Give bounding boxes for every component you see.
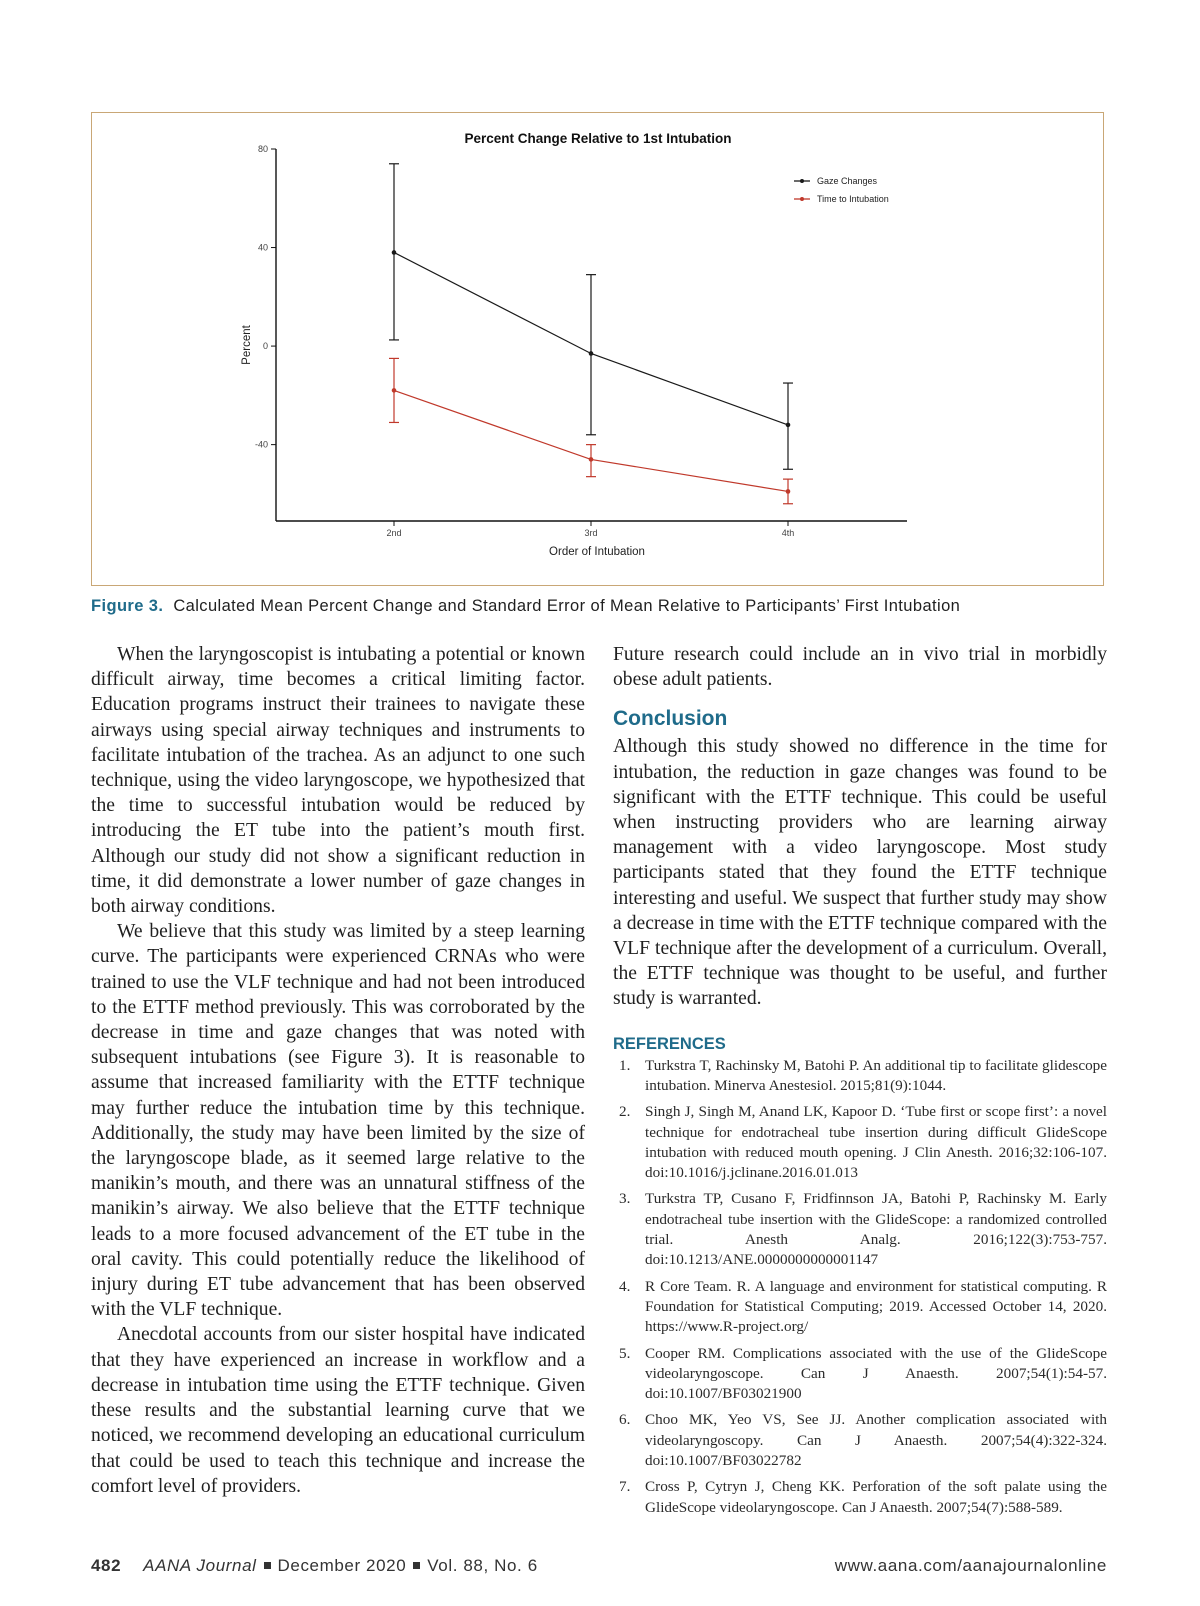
paragraph: When the laryngoscopist is intubating a potential or known difficult airway, time becomes a critical limiting factor. Education programs instruct their trainees to navigate these airways using special airway techniques and instruments to facilitate intubation of the trachea. As an adjunct to one such technique, using the video laryngoscope, we hypothesized that the time to successful intubation would be reduced by introducing the ET tube into the patient’s mouth first. Although our study did not show a significant reduction in time, it did demonstrate a lower number of gaze changes in both airway conditions.: [91, 644, 585, 918]
conclusion-paragraph: Although this study showed no difference in the time for intubation, the reduction in gaze changes was found to be significant with the ETTF technique. This could be useful when instructing providers who are learning airway management with a video laryngoscope. Most study participants stated that they found the ETTF technique interesting and useful. We suspect that further study may show a decrease in time with the ETTF technique compared with the VLF technique after the development of a curriculum. Overall, the ETTF technique was thought to be useful, and further study is warranted.: [613, 736, 1107, 1010]
body-right-column: [613, 642, 1107, 1524]
time-to-intubation-point: [786, 489, 791, 494]
chart-title: Percent Change Relative to 1st Intubation: [464, 131, 732, 146]
conclusion-heading: Conclusion: [613, 707, 728, 731]
volume-info: Vol. 88, No. 6: [427, 1556, 538, 1575]
reference-item: 7. Cross P, Cytryn J, Cheng KK. Perforation of the soft palate using the GlideScope videolaryngoscope. Can J Anaesth. 2007;54(7):588-589.: [619, 1478, 1107, 1516]
paragraph: We believe that this study was limited by a steep learning curve. The participants were experienced CRNAs who were trained to use the VLF technique and had not been introduced to the ETTF method previously. This was corroborated by the decrease in time and gaze changes that was noted with subsequent intubations (see Figure 3). It is reasonable to assume that increased familiarity with the ETTF technique may further reduce the intubation time by this technique. Additionally, the study may have been limited by the size of the laryngoscope blade, as it seemed large relative to the manikin’s mouth, and there was an unnatural stiffness of the manikin’s airway. We also believe that the ETTF technique leads to a more focused advancement of the ET tube in the oral cavity. This could potentially reduce the likelihood of injury during ET tube advancement that has been observed with the VLF technique.: [91, 921, 585, 1321]
gaze-changes-point: [786, 423, 791, 428]
page-footer: [91, 1556, 1107, 1576]
page-number: 482: [91, 1556, 122, 1575]
gaze-changes-legend-label: Gaze Changes: [817, 176, 878, 186]
issue-date: December 2020: [277, 1556, 407, 1575]
paragraph-continuation: Future research could include an in vivo trial in morbidly obese adult patients.: [613, 644, 1107, 691]
time-to-intubation-legend-label: Time to Intubation: [817, 194, 889, 204]
separator-icon: [413, 1562, 420, 1569]
time-to-intubation-legend-point: [800, 197, 804, 201]
gaze-changes-point: [589, 351, 594, 356]
chart-legend: [794, 176, 889, 204]
reference-item: 5. Cooper RM. Complications associated with the use of the GlideScope videolaryngoscope. Can J Anaesth. 2007;54(1):54-57. doi:10.1007/BF03021900: [619, 1344, 1107, 1403]
y-axis-label: Percent: [241, 325, 253, 365]
y-tick-label: -40: [254, 439, 268, 450]
figure-caption-text: Calculated Mean Percent Change and Standard Error of Mean Relative to Participants’ First Intubation: [173, 597, 961, 615]
line-chart: [92, 113, 1105, 587]
paragraph: Anecdotal accounts from our sister hospital have indicated that they have experienced an increase in workflow and a decrease in intubation time using the ETTF technique. Given these results and the substantial learning curve that we noticed, we recommend developing an educational curriculum that could be used to teach this technique and increase the comfort level of providers.: [91, 1324, 585, 1497]
figure-caption-label: Figure 3.: [91, 597, 164, 615]
chart-axes: [255, 144, 907, 538]
gaze-changes-point: [392, 250, 397, 255]
time-to-intubation-point: [589, 457, 594, 462]
references-heading: REFERENCES: [613, 1034, 726, 1053]
separator-icon: [264, 1562, 271, 1569]
reference-item: 6. Choo MK, Yeo VS, See JJ. Another complication associated with videolaryngoscopy. Can J Anaesth. 2007;54(4):322-324. doi:10.1007/BF03022782: [619, 1411, 1107, 1469]
reference-item: 1. Turkstra T, Rachinsky M, Batohi P. An additional tip to facilitate glidescope intubation. Minerva Anestesiol. 2015;81(9):1044.: [619, 1056, 1107, 1094]
gaze-changes-legend-point: [800, 179, 804, 183]
chart-series-layer: [389, 164, 793, 504]
x-tick-label: 2nd: [386, 528, 402, 538]
references-list: [613, 1056, 1107, 1518]
y-tick-label: 40: [257, 242, 268, 253]
reference-item: 3. Turkstra TP, Cusano F, Fridfinnson JA, Batohi P, Rachinsky M. Early endotracheal tube insertion with the GlideScope: a randomized controlled trial. Anesth Analg. 2016;122(3):753-757. doi:10.1213/ANE.0000000000001147: [619, 1190, 1107, 1269]
journal-name: AANA Journal: [143, 1556, 257, 1575]
reference-item: 2. Singh J, Singh M, Anand LK, Kapoor D. ‘Tube first or scope first’: a novel technique for endotracheal tube insertion during difficult GlideScope intubation with reduced mouth opening. J Clin Anesth. 2016;32:106-107. doi:10.1016/j.jclinane.2016.01.013: [619, 1103, 1107, 1182]
time-to-intubation-point: [392, 388, 397, 393]
x-tick-label: 3rd: [584, 528, 598, 538]
figure-3-chart: [91, 112, 1104, 586]
y-tick-label: 0: [262, 341, 268, 352]
reference-item: 4. R Core Team. R. A language and environment for statistical computing. R Foundation for Statistical Computing; 2019. Accessed October 14, 2020. https://www.R-project.org/: [619, 1277, 1107, 1336]
y-tick-label: 80: [257, 144, 268, 154]
journal-url[interactable]: www.aana.com/aanajournalonline: [834, 1556, 1107, 1575]
body-left-column: [91, 642, 585, 1499]
figure-caption: [91, 597, 1131, 616]
x-tick-label: 4th: [781, 528, 795, 538]
x-axis-label: Order of Intubation: [549, 546, 645, 558]
